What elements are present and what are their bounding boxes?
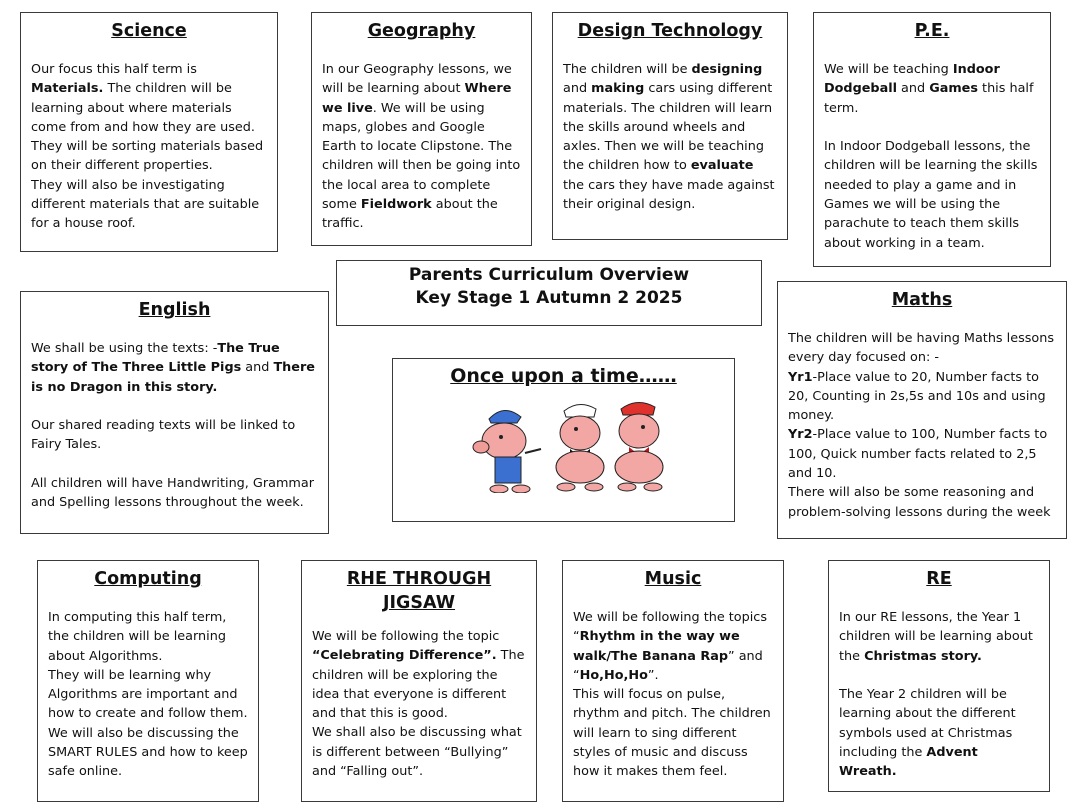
bold-text: Materials. — [31, 81, 104, 97]
bold-text: evaluate — [690, 158, 754, 174]
english-panel — [20, 291, 329, 534]
pig-2 — [556, 404, 604, 491]
computing-text-3 — [48, 724, 248, 782]
re-text-1 — [839, 608, 1039, 666]
geography-panel — [311, 12, 532, 246]
computing-panel — [37, 560, 259, 802]
english-heading: English — [138, 300, 211, 320]
maths-text-2 — [788, 368, 1056, 426]
design-technology-panel — [552, 12, 788, 240]
geography-heading: Geography — [367, 21, 476, 41]
maths-text-1 — [788, 329, 1056, 368]
text-run: The Year 2 children will be learning about the different symbols used at Christmas including the — [839, 687, 1016, 761]
maths-panel — [777, 281, 1067, 539]
maths-heading: Maths — [891, 290, 953, 310]
bold-text: Ho,Ho,Ho — [579, 667, 648, 683]
rhe-panel — [301, 560, 537, 802]
bold-text: Indoor Dodgeball — [824, 62, 1000, 97]
bold-text: Yr2 — [788, 427, 813, 443]
science-text-1 — [31, 60, 267, 176]
text-run: Our focus this half term is — [31, 62, 197, 77]
computing-text-2 — [48, 666, 248, 724]
pig-3 — [615, 402, 663, 491]
text-run: and — [241, 360, 274, 376]
overview-title-box — [336, 260, 762, 326]
text-run: this half term. — [824, 81, 1034, 116]
english-text-3 — [31, 474, 318, 513]
text-run: ” and “ — [573, 648, 763, 683]
bold-text: The True story of The Three Little Pigs — [31, 341, 280, 376]
text-run: This will focus on pulse, rhythm and pitch. The children will learn to sing different styles of music and discuss how it makes them feel. — [573, 687, 771, 780]
text-run: We will be following the topic — [312, 629, 500, 644]
music-text-2 — [573, 685, 773, 781]
bold-text: “Celebrating Difference”. — [312, 648, 497, 664]
music-heading: Music — [644, 569, 702, 589]
re-heading: RE — [926, 569, 952, 589]
maths-text-4 — [788, 483, 1056, 522]
english-text-2 — [31, 416, 318, 455]
story-heading: Once upon a time…… — [450, 365, 677, 387]
text-run: and — [563, 81, 592, 97]
computing-text-1 — [48, 608, 248, 666]
science-text-2 — [31, 176, 267, 234]
story-panel — [392, 358, 735, 522]
text-run: about the traffic. — [322, 197, 498, 232]
bold-text: Fieldwork — [360, 197, 432, 213]
rhe-text-1 — [312, 627, 526, 723]
text-run: cars using different materials. The children will learn the skills around wheels and axles. Then we will be teaching the children how to — [563, 81, 773, 174]
geography-text-1 — [322, 60, 521, 234]
text-run: We will be teaching — [824, 62, 953, 77]
pe-panel — [813, 12, 1051, 267]
music-panel — [562, 560, 784, 802]
text-run: All children will have Handwriting, Grammar and Spelling lessons throughout the week. — [31, 476, 314, 511]
bold-text: Christmas story. — [864, 648, 982, 664]
bold-text: Where we live — [322, 81, 512, 116]
design-technology-heading: Design Technology — [577, 21, 763, 41]
pe-heading: P.E. — [914, 21, 950, 41]
bold-text: Rhythm in the way we walk/The Banana Rap — [573, 629, 740, 664]
bold-text: Yr1 — [788, 369, 813, 385]
three-little-pigs-illustration — [449, 393, 679, 493]
text-run: and — [896, 81, 930, 97]
maths-text-3 — [788, 425, 1056, 483]
rhe-text-2 — [312, 723, 526, 781]
text-run: In Indoor Dodgeball lessons, the children will be learning the skills needed to play a game and in Games we will be using the parachute to teach them skills about working in a team. — [824, 139, 1038, 251]
text-run: . We will be using maps, globes and Google Earth to locate Clipstone. The children will then be going into the local area to complete some — [322, 100, 521, 213]
overview-title: Parents Curriculum Overview — [408, 265, 690, 285]
text-run: The children will be learning about where materials come from and how they are used. They will be sorting materials based on their different properties. — [31, 81, 264, 174]
rhe-heading: RHE THROUGH JIGSAW — [346, 569, 492, 613]
text-run: ”. — [647, 667, 659, 683]
text-run: They will be learning why Algorithms are important and how to create and follow them. — [48, 667, 248, 722]
text-run: We shall also be discussing what is different between “Bullying” and “Falling out”. — [312, 725, 522, 780]
text-run: The children will be having Maths lessons every day focused on: - — [788, 331, 1055, 366]
text-run: In computing this half term, the children will be learning about Algorithms. — [48, 610, 227, 664]
design-technology-text-1 — [563, 60, 777, 214]
pig-1 — [473, 410, 541, 493]
science-heading: Science — [111, 21, 187, 41]
pe-text-1 — [824, 60, 1040, 118]
text-run: -Place value to 20, Number facts to 20, Counting in 2s,5s and 10s and using money. — [788, 369, 1046, 424]
science-panel — [20, 12, 278, 252]
pe-text-2 — [824, 137, 1040, 253]
bold-text: designing — [691, 62, 763, 77]
text-run: There will also be some reasoning and problem-solving lessons during the week — [788, 485, 1051, 520]
bold-text: There is no Dragon in this story. — [31, 360, 315, 395]
text-run: The children will be — [563, 62, 692, 77]
computing-heading: Computing — [94, 569, 202, 589]
re-panel — [828, 560, 1050, 792]
text-run: Our shared reading texts will be linked to Fairy Tales. — [31, 418, 296, 453]
text-run: the cars they have made against their original design. — [563, 177, 775, 213]
bold-text: Advent Wreath. — [839, 745, 978, 780]
english-text-1 — [31, 339, 318, 397]
music-text-1 — [573, 608, 773, 685]
text-run: We will be following the topics “ — [573, 610, 768, 645]
text-run: We shall be using the texts: - — [31, 341, 218, 356]
bold-text: Games — [929, 81, 978, 97]
text-run: In our RE lessons, the Year 1 children will be learning about the — [839, 610, 1033, 664]
overview-subtitle: Key Stage 1 Autumn 2 2025 — [415, 288, 683, 308]
re-text-2 — [839, 685, 1039, 781]
bold-text: making — [591, 81, 645, 97]
text-run: They will also be investigating different materials that are suitable for a house roof. — [31, 177, 260, 232]
text-run: -Place value to 100, Number facts to 100, Quick number facts related to 2,5 and 10. — [788, 427, 1048, 482]
text-run: We will also be discussing the SMART RULES and how to keep safe online. — [48, 725, 248, 780]
text-run: In our Geography lessons, we will be learning about — [322, 62, 512, 97]
text-run: The children will be exploring the idea that everyone is different and that this is good. — [312, 648, 525, 722]
